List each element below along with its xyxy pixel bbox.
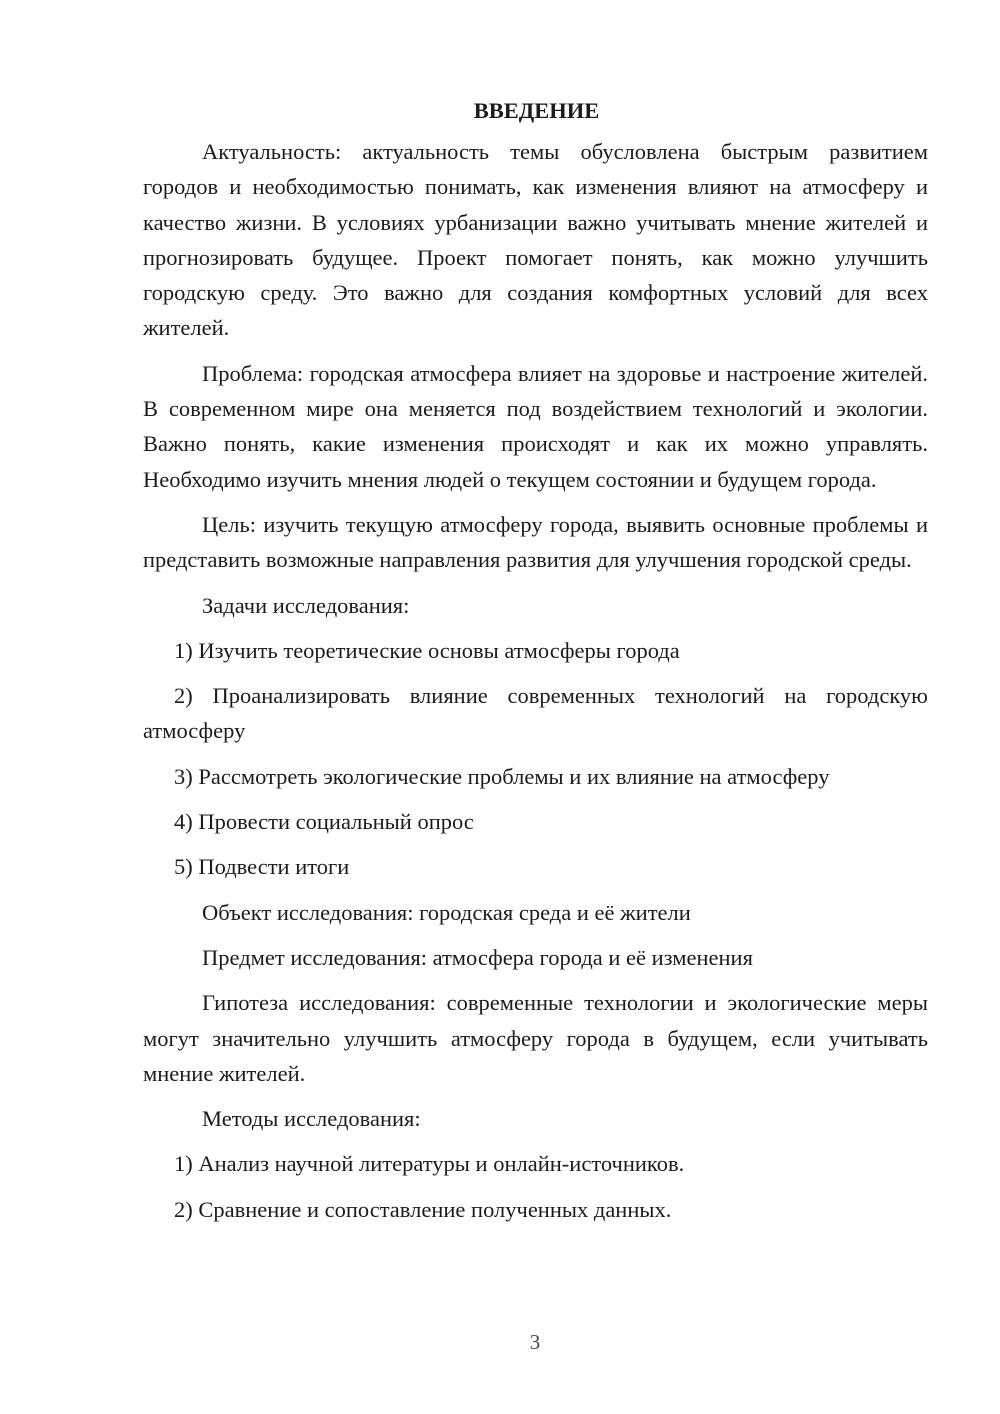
goal-paragraph: Цель: изучить текущую атмосферу города, выявить основные проблемы и представить возможные направления развития для улучшения городской среды. bbox=[143, 511, 928, 573]
research-object: Объект исследования: городская среда и её жители bbox=[202, 899, 691, 925]
relevance-paragraph: Актуальность: актуальность темы обусловлена быстрым развитием городов и необходимостью понимать, как изменения влияют на атмосферу и качество жизни. В условиях урбанизации важно учитывать мнение жителей и прогнозировать будущее. Проект помогает понять, как можно улучшить городскую среду. Это важно для создания комфортных условий для всех жителей. bbox=[143, 139, 928, 341]
page-number: 3 bbox=[529, 1330, 541, 1354]
hypothesis-paragraph: Гипотеза исследования: современные технологии и экологические меры могут значительно улучшить атмосферу города в будущем, если учитывать мнение жителей. bbox=[143, 990, 928, 1086]
task-item: 1) Изучить теоретические основы атмосферы города bbox=[174, 637, 680, 663]
task-item: 3) Рассмотреть экологические проблемы и их влияние на атмосферу bbox=[174, 763, 830, 789]
task-item: 2) Проанализировать влияние современных технологий на городскую атмосферу bbox=[143, 683, 928, 744]
section-title: ВВЕДЕНИЕ bbox=[473, 98, 600, 123]
methods-heading: Методы исследования: bbox=[202, 1106, 421, 1132]
method-item: 1) Анализ научной литературы и онлайн-источников. bbox=[174, 1151, 685, 1177]
method-item: 2) Сравнение и сопоставление полученных данных. bbox=[174, 1196, 672, 1222]
tasks-heading: Задачи исследования: bbox=[202, 592, 410, 618]
problem-paragraph: Проблема: городская атмосфера влияет на здоровье и настроение жителей. В современном мире она меняется под воздействием технологий и экологии. Важно понять, какие изменения происходят и как их можно управлять. Необходимо изучить мнения людей о текущем состоянии и будущем города. bbox=[143, 360, 928, 492]
page-content bbox=[143, 93, 928, 1237]
task-item: 4) Провести социальный опрос bbox=[174, 809, 474, 835]
task-item: 5) Подвести итоги bbox=[174, 854, 350, 880]
research-subject: Предмет исследования: атмосфера города и её изменения bbox=[202, 944, 753, 970]
